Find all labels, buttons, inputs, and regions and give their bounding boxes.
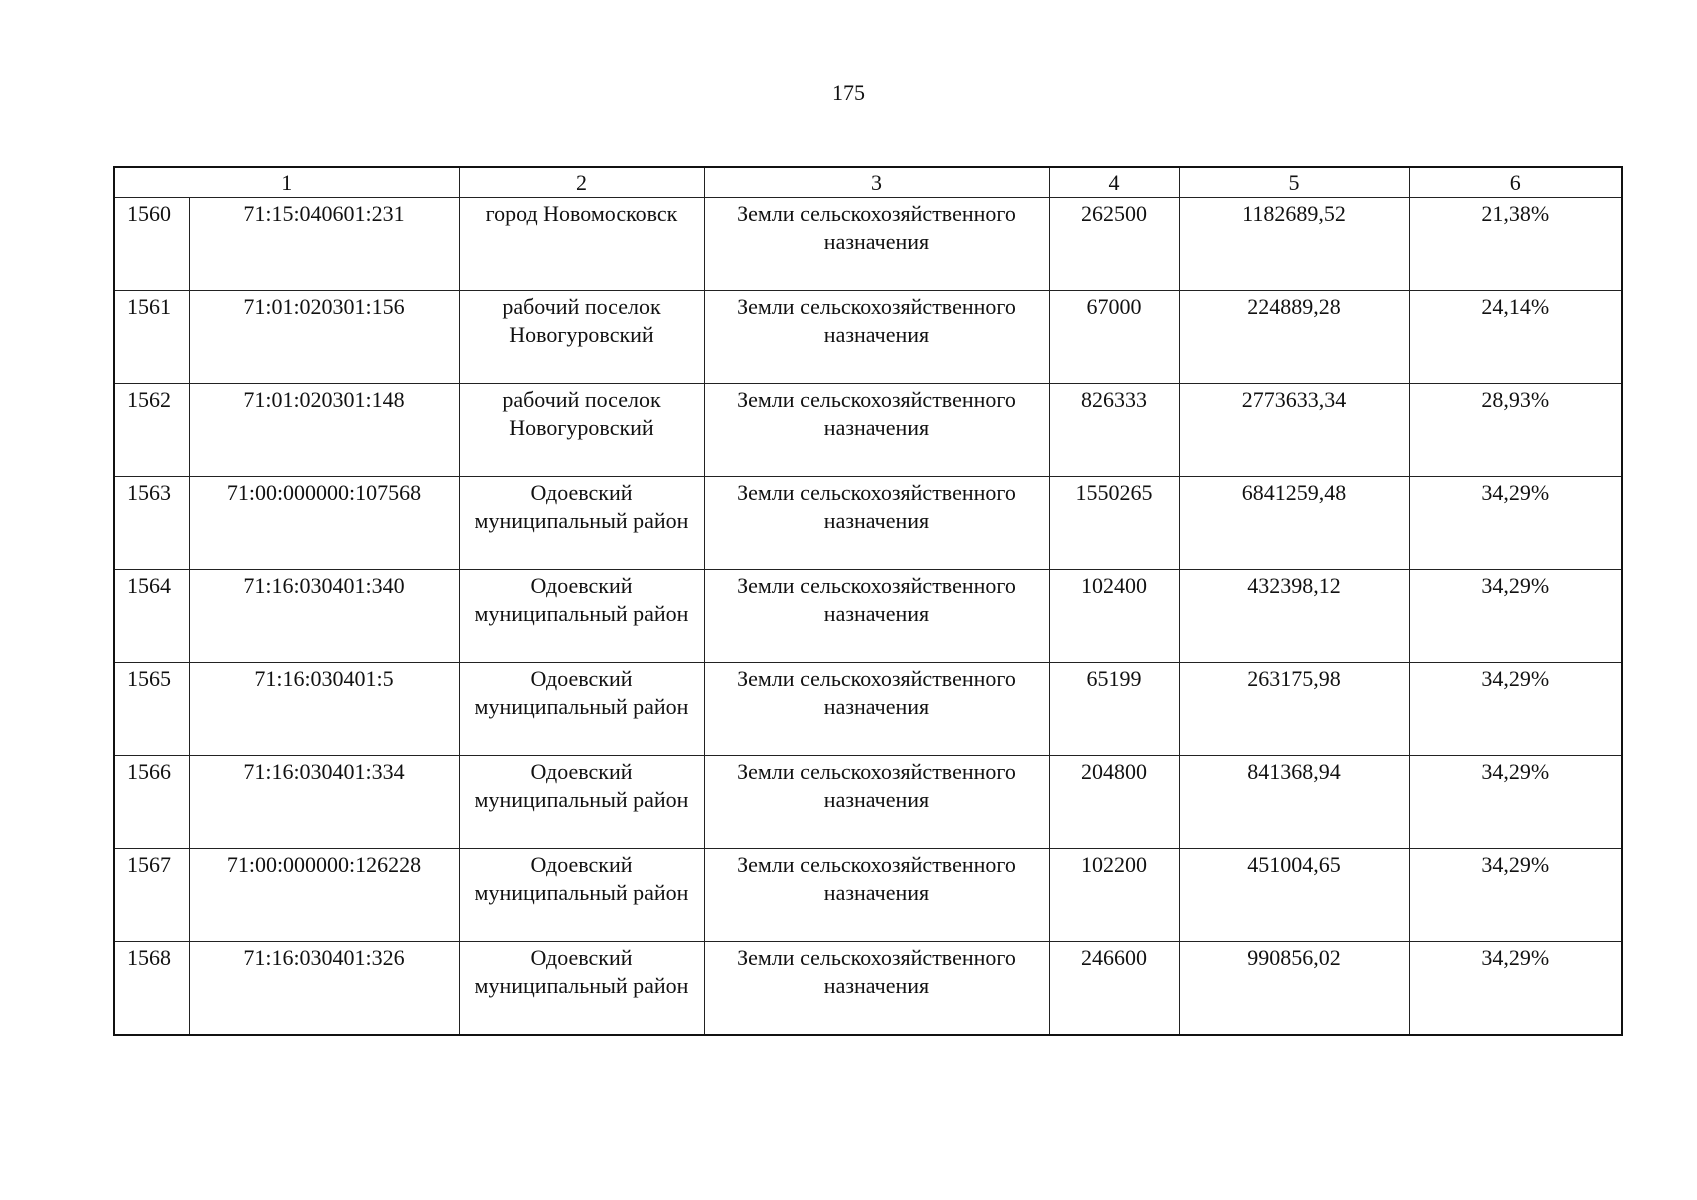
cell-locality: Одоевский муниципальный район bbox=[459, 849, 704, 942]
table-row bbox=[114, 849, 1622, 942]
cell-locality: Одоевский муниципальный район bbox=[459, 942, 704, 1035]
table-row bbox=[114, 663, 1622, 756]
table-row bbox=[114, 570, 1622, 663]
cell-row-number: 1566 bbox=[114, 756, 189, 849]
cell-percent: 24,14% bbox=[1409, 291, 1622, 384]
cell-cadastral-value: 451004,65 bbox=[1179, 849, 1409, 942]
cell-area: 65199 bbox=[1049, 663, 1179, 756]
cell-locality: Одоевский муниципальный район bbox=[459, 663, 704, 756]
cell-cadastral-value: 2773633,34 bbox=[1179, 384, 1409, 477]
cell-land-category: Земли сельскохозяйственного назначения bbox=[704, 291, 1049, 384]
table-row bbox=[114, 384, 1622, 477]
cell-cadastral-value: 224889,28 bbox=[1179, 291, 1409, 384]
cell-locality: Одоевский муниципальный район bbox=[459, 477, 704, 570]
cell-percent: 34,29% bbox=[1409, 570, 1622, 663]
cell-row-number: 1565 bbox=[114, 663, 189, 756]
cell-row-number: 1561 bbox=[114, 291, 189, 384]
page-number: 175 bbox=[832, 80, 865, 105]
cell-cadastral-number: 71:00:000000:107568 bbox=[189, 477, 459, 570]
cell-row-number: 1567 bbox=[114, 849, 189, 942]
cell-percent: 34,29% bbox=[1409, 849, 1622, 942]
cell-cadastral-value: 6841259,48 bbox=[1179, 477, 1409, 570]
header-col-2: 2 bbox=[459, 167, 704, 198]
cell-percent: 34,29% bbox=[1409, 942, 1622, 1035]
cell-locality: город Новомосковск bbox=[459, 198, 704, 291]
cell-cadastral-number: 71:16:030401:340 bbox=[189, 570, 459, 663]
cell-land-category: Земли сельскохозяйственного назначения bbox=[704, 198, 1049, 291]
cell-cadastral-number: 71:16:030401:326 bbox=[189, 942, 459, 1035]
cell-land-category: Земли сельскохозяйственного назначения bbox=[704, 384, 1049, 477]
cell-row-number: 1560 bbox=[114, 198, 189, 291]
table-row bbox=[114, 291, 1622, 384]
cell-land-category: Земли сельскохозяйственного назначения bbox=[704, 477, 1049, 570]
table-header-row bbox=[114, 167, 1622, 198]
cell-percent: 34,29% bbox=[1409, 477, 1622, 570]
cell-locality: рабочий поселок Новогуровский bbox=[459, 384, 704, 477]
cell-cadastral-value: 432398,12 bbox=[1179, 570, 1409, 663]
cell-cadastral-value: 263175,98 bbox=[1179, 663, 1409, 756]
cell-area: 826333 bbox=[1049, 384, 1179, 477]
data-table bbox=[113, 166, 1623, 1036]
cell-percent: 21,38% bbox=[1409, 198, 1622, 291]
table-row bbox=[114, 477, 1622, 570]
cell-cadastral-number: 71:16:030401:334 bbox=[189, 756, 459, 849]
table-row bbox=[114, 756, 1622, 849]
cell-cadastral-number: 71:01:020301:148 bbox=[189, 384, 459, 477]
cell-percent: 34,29% bbox=[1409, 663, 1622, 756]
table-body bbox=[114, 198, 1622, 1035]
cell-row-number: 1562 bbox=[114, 384, 189, 477]
cell-percent: 34,29% bbox=[1409, 756, 1622, 849]
cell-land-category: Земли сельскохозяйственного назначения bbox=[704, 849, 1049, 942]
table-row bbox=[114, 942, 1622, 1035]
cell-area: 67000 bbox=[1049, 291, 1179, 384]
cell-land-category: Земли сельскохозяйственного назначения bbox=[704, 663, 1049, 756]
cell-area: 102200 bbox=[1049, 849, 1179, 942]
cell-area: 262500 bbox=[1049, 198, 1179, 291]
header-col-6: 6 bbox=[1409, 167, 1622, 198]
table-row bbox=[114, 198, 1622, 291]
cell-land-category: Земли сельскохозяйственного назначения bbox=[704, 942, 1049, 1035]
cell-cadastral-value: 1182689,52 bbox=[1179, 198, 1409, 291]
cell-cadastral-value: 841368,94 bbox=[1179, 756, 1409, 849]
cell-area: 204800 bbox=[1049, 756, 1179, 849]
cell-cadastral-number: 71:16:030401:5 bbox=[189, 663, 459, 756]
cell-cadastral-number: 71:15:040601:231 bbox=[189, 198, 459, 291]
cell-area: 102400 bbox=[1049, 570, 1179, 663]
cell-area: 246600 bbox=[1049, 942, 1179, 1035]
header-col-4: 4 bbox=[1049, 167, 1179, 198]
cell-percent: 28,93% bbox=[1409, 384, 1622, 477]
cell-locality: Одоевский муниципальный район bbox=[459, 570, 704, 663]
cell-cadastral-number: 71:00:000000:126228 bbox=[189, 849, 459, 942]
cell-locality: рабочий поселок Новогуровский bbox=[459, 291, 704, 384]
cell-row-number: 1563 bbox=[114, 477, 189, 570]
cell-locality: Одоевский муниципальный район bbox=[459, 756, 704, 849]
header-col-3: 3 bbox=[704, 167, 1049, 198]
cell-row-number: 1564 bbox=[114, 570, 189, 663]
header-col-1: 1 bbox=[114, 167, 459, 198]
header-col-5: 5 bbox=[1179, 167, 1409, 198]
cell-area: 1550265 bbox=[1049, 477, 1179, 570]
cell-row-number: 1568 bbox=[114, 942, 189, 1035]
cell-land-category: Земли сельскохозяйственного назначения bbox=[704, 570, 1049, 663]
cell-cadastral-number: 71:01:020301:156 bbox=[189, 291, 459, 384]
cell-cadastral-value: 990856,02 bbox=[1179, 942, 1409, 1035]
cell-land-category: Земли сельскохозяйственного назначения bbox=[704, 756, 1049, 849]
